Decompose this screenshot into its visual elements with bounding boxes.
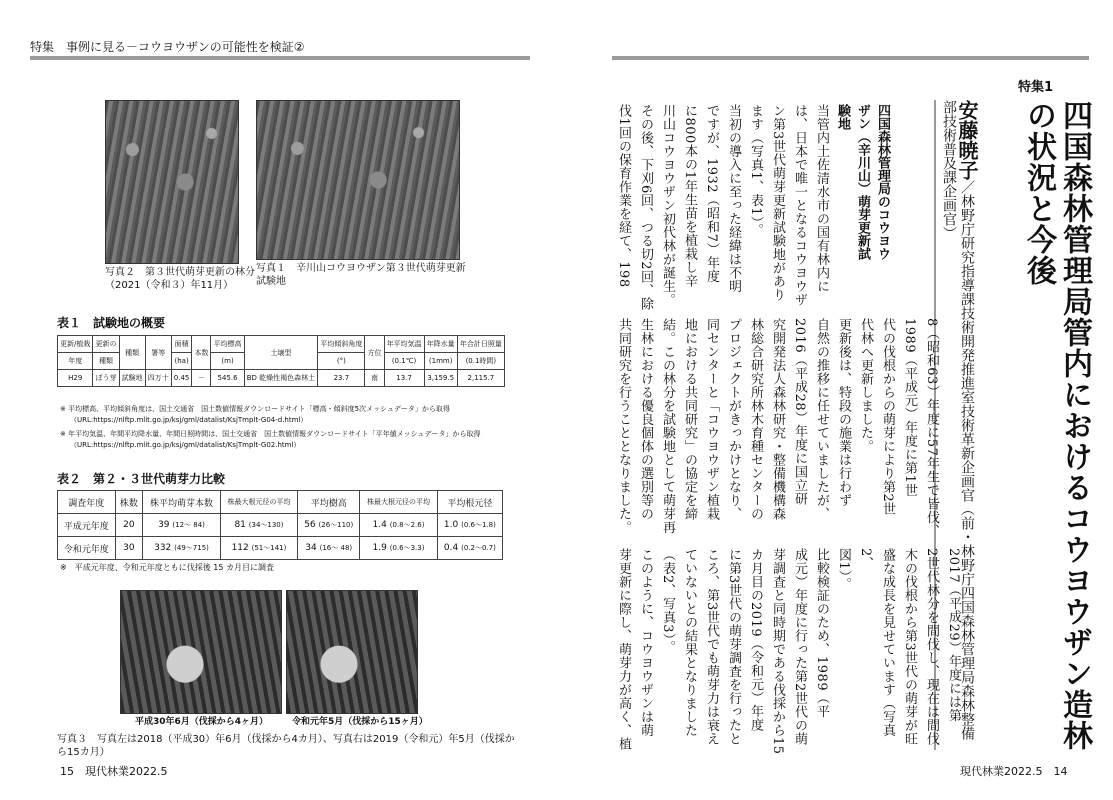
photo-1 bbox=[256, 100, 460, 260]
running-header: 特集 事例に見る－コウヨウザンの可能性を検証② bbox=[30, 40, 305, 54]
table-2-note: ※ 平成元年度、令和元年度ともに伐採後 15 カ月目に調査 bbox=[60, 563, 274, 572]
folio-right: 現代林業2022.5 14 bbox=[960, 765, 1068, 778]
body-lower: 2017（平成29）年度には第 2世代林分を間伐し、現在は間伐 木の伐根から第3世代の萌芽が旺 盛な成長を見せています（写真2、 図1）。 比較検証のため、1989（平 成元）年度に行った第2世代の萌 芽調査と同時期である伐採から15 カ月目の2019（令和元）年度 に第3世代の萌芽調査を行ったと ころ、第3世代でも萌芽力は衰え ていないとの結果となりました （表2、写真3）。 このように、コウヨウザンは萌 芽更新に際し、萌芽力が高く、植 bbox=[616, 548, 961, 755]
table-1-title: 表１ 試験地の概要 bbox=[57, 316, 166, 330]
folio-left: 15 現代林業2022.5 bbox=[60, 765, 168, 778]
photo-2-caption: 写真２ 第３世代萌芽更新の林分（2021（令和３）年11月） bbox=[105, 267, 255, 291]
feature-tag: 特集1 bbox=[1018, 80, 1054, 95]
table-1-header-row-units: 年度 種類 (ha) (m) (°) (0.1℃) (1mm) (0.1時間) bbox=[58, 353, 505, 370]
header-rule-left bbox=[30, 56, 530, 60]
photo-2 bbox=[105, 100, 239, 264]
photo-1-caption: 写真１ 辛川山コウヨウザン第３世代萌芽更新試験地 bbox=[256, 263, 466, 287]
body-upper-a: 当管内土佐清水市の国有林内に は、日本で唯一となるコウヨウザ ン第3世代萌芽更新試験地があり ます（写真1、表1）。 当初の導入に至った経緯は不明 ですが、1932（昭和7）年度 に800本の1年生苗を植栽し辛 川山コウヨウザン初代林が誕生。 その後、下刈6回、つる切2回、除 伐1回の保育作業を経て、198 bbox=[616, 104, 829, 311]
table-1-header-row: 更新/植栽 更新の 種類 署等 面積 本数 平均標高 土壌型 平均傾斜角度 方位 年平均気温 年降水量 年合計日照量 bbox=[58, 336, 505, 353]
table-1 bbox=[57, 335, 505, 387]
author-name: 安藤暁子 bbox=[955, 100, 979, 180]
table-2 bbox=[57, 490, 503, 560]
photo-3-left bbox=[120, 590, 282, 714]
table-2-header-row: 調査年度 株数 株平均萌芽本数 株最大根元径の平均 平均樹高 株最大根元径の平均 平均根元径 bbox=[58, 491, 503, 514]
section-heading: 四国森林管理局のコウヨウザン（辛川山）萌芽更新試験地 bbox=[835, 104, 890, 260]
table-2-title: 表２ 第２・３世代萌芽力比較 bbox=[57, 472, 226, 486]
table-1-notes: ※ 平均標高、平均傾斜角度は、国土交通省 国土数値情報ダウンロードサイト「標高・傾斜度5次メッシュデータ」から取得 （URL:https://nlftp.mlit.go.jp/ksj/gml/datalist/KsjTmplt-G04-d.html） ※ 年平均気温、年間平均降水量、年間日照時間は、国土交通省 国土数値情報ダウンロードサイト「平年値メッシュデータ」から取得 （URL:https://nlftp.mlit.go.jp/ksj/gml/datalist/KsjTmplt-G02.html） bbox=[60, 405, 481, 449]
photo-3-caption: 写真３ 写真左は2018（平成30）年6月（伐採から4カ月）、写真右は2019（令和元）年5月（伐採から15カ月） bbox=[57, 734, 515, 758]
header-rule-right bbox=[612, 56, 1089, 60]
photo-3-left-label: 平成30年6月（伐採から4ヶ月） bbox=[135, 717, 269, 727]
photo-3-right bbox=[286, 590, 418, 714]
body-middle: 8（昭和63）年度に57年生で皆伐、 1989（平成元）年度に第1世 代の伐根からの萌芽により第2世 代林へ更新しました。 更新後は、特段の施業は行わず 自然の推移に任せていましたが、 2016（平成28）年度に国立研 究開発法人森林研究・整備機構森 林総合研究所林木育種センターの プロジェクトがきっかけとなり、 同センターと「コウヨウザン植栽 地における共同研究」の協定を締 結。この林分を試験地として萌芽再 生林における優良個体の選別等の 共同研究を行うこととなりました。 bbox=[616, 318, 939, 538]
author-affiliation: ／林野庁研究指導課技術開発推進室技術革新企画官（前・林野庁四国森林管理局森林整備部技術普及課企画官） bbox=[941, 100, 975, 740]
table-row: 令和元年度 30 332 (49～715) 112 (51～141) 34 (16～ 48) 1.9 (0.6～3.3) 0.4 (0.2～0.7) bbox=[58, 537, 503, 560]
table-row: 平成元年度 20 39 (12～ 84) 81 (34～130) 56 (26～110) 1.4 (0.8～2.6) 1.0 (0.6～1.8) bbox=[58, 514, 503, 537]
photo-3-right-label: 令和元年5月（伐採から15ヶ月） bbox=[292, 717, 428, 727]
table-row: H29 ぼう芽 試験地 四万十 0.45 － 545.6 BD 乾燥性褐色森林土 23.7 南 13.7 3,159.5 2,115.7 bbox=[58, 370, 505, 387]
article-title: 四国森林管理局管内におけるコウヨウザン造林 の状況と今後 bbox=[1021, 100, 1092, 751]
